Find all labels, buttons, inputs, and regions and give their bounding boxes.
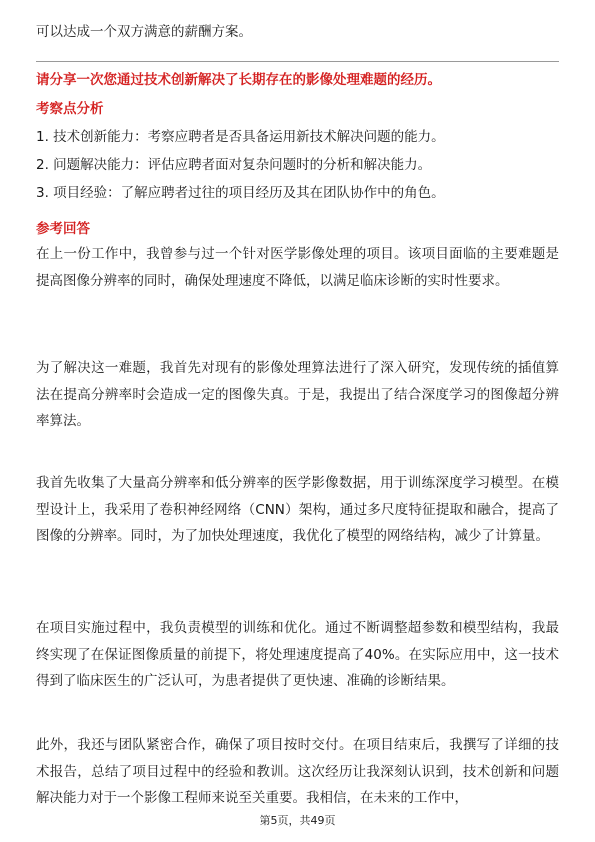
- section-divider: [36, 61, 559, 62]
- answer-heading: 参考回答: [36, 221, 90, 237]
- analysis-point: 3. 项目经验：了解应聘者过往的项目经历及其在团队协作中的角色。: [36, 185, 445, 201]
- answer-paragraph: 为了解决这一难题，我首先对现有的影像处理算法进行了深入研究，发现传统的插值算法在提高分辨率时会造成一定的图像失真。于是，我提出了结合深度学习的图像超分辨率算法。: [36, 360, 559, 429]
- carryover-text: 可以达成一个双方满意的薪酬方案。: [36, 24, 252, 40]
- page-number: 第5页，共49页: [259, 814, 336, 827]
- analysis-heading: 考察点分析: [36, 101, 104, 117]
- answer-paragraph: 在项目实施过程中，我负责模型的训练和优化。通过不断调整超参数和模型结构，我最终实现了在保证图像质量的前提下，将处理速度提高了40%。在实际应用中，这一技术得到了临床医生的广泛认可，为患者提供了更快速、准确的诊断结果。: [36, 620, 559, 689]
- analysis-point: 1. 技术创新能力：考察应聘者是否具备运用新技术解决问题的能力。: [36, 129, 445, 145]
- answer-paragraph: 我首先收集了大量高分辨率和低分辨率的医学影像数据，用于训练深度学习模型。在模型设计上，我采用了卷积神经网络（CNN）架构，通过多尺度特征提取和融合，提高了图像的分辨率。同时，为了加快处理速度，我优化了模型的网络结构，减少了计算量。: [36, 475, 559, 544]
- analysis-point: 2. 问题解决能力：评估应聘者面对复杂问题时的分析和解决能力。: [36, 157, 432, 173]
- question-title: 请分享一次您通过技术创新解决了长期存在的影像处理难题的经历。: [36, 72, 441, 88]
- answer-paragraph: 此外，我还与团队紧密合作，确保了项目按时交付。在项目结束后，我撰写了详细的技术报告，总结了项目过程中的经验和教训。这次经历让我深刻认识到，技术创新和问题解决能力对于一个影像工程师来说至关重要。我相信，在未来的工作中，: [36, 737, 559, 806]
- answer-paragraph: 在上一份工作中，我曾参与过一个针对医学影像处理的项目。该项目面临的主要难题是提高图像分辨率的同时，确保处理速度不降低，以满足临床诊断的实时性要求。: [36, 246, 559, 289]
